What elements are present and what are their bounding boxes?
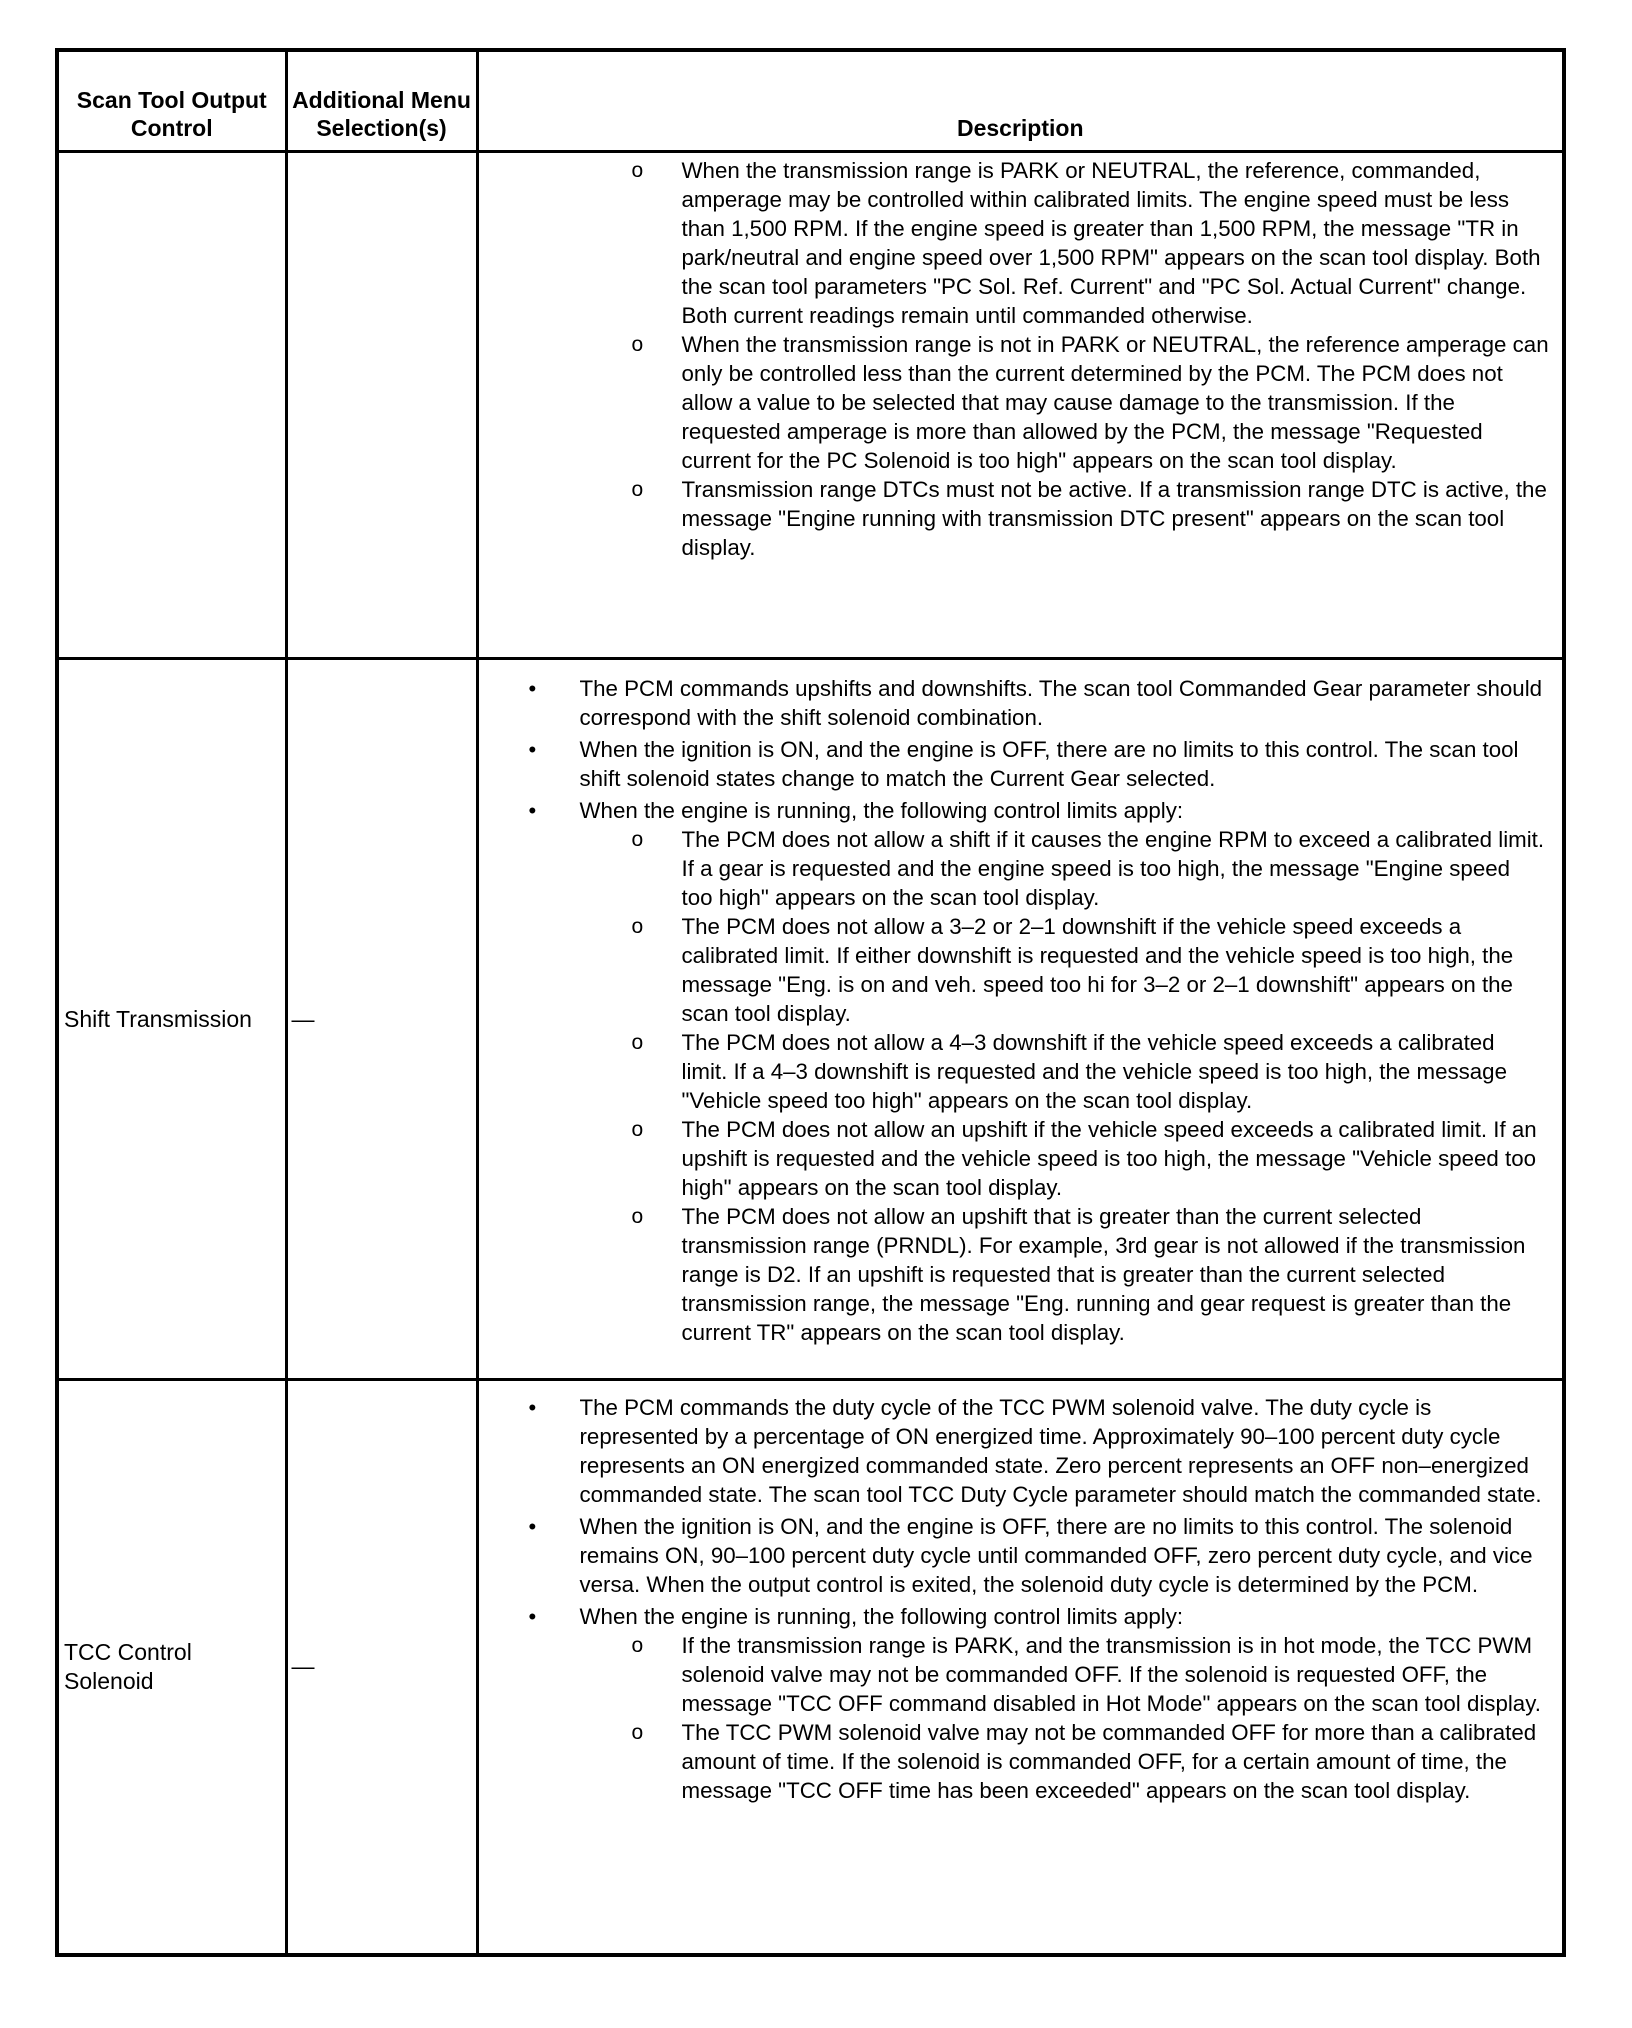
bullet-item-text: When the engine is running, the following control limits apply:	[579, 798, 1184, 823]
header-scan-tool-output-control: Scan Tool Output Control	[57, 50, 286, 152]
sub-list	[479, 156, 1563, 562]
bullet-item: • When the ignition is ON, and the engine is OFF, there are no limits to this control. The solenoid remains ON, 90–100 percent duty cycle until commanded OFF, zero percent duty cycle, and vice versa. When the output control is exited, the solenoid duty cycle is determined by the PCM.	[479, 1512, 1563, 1599]
bullet-item: • When the ignition is ON, and the engine is OFF, there are no limits to this control. The scan tool shift solenoid states change to match the Current Gear selected.	[479, 735, 1563, 793]
row-label: TCC Control Solenoid	[57, 1380, 286, 1955]
bullet-item	[479, 1602, 1563, 1805]
row-selection: —	[286, 659, 477, 1380]
sub-list-item: o When the transmission range is PARK or NEUTRAL, the reference, commanded, amperage may be controlled within calibrated limits. The engine speed must be less than 1,500 RPM. If the engine speed is greater than 1,500 RPM, the message "TR in park/neutral and engine speed over 1,500 RPM" appears on the scan tool display. Both the scan tool parameters "PC Sol. Ref. Current" and "PC Sol. Actual Current" change. Both current readings remain until commanded otherwise.	[479, 156, 1563, 330]
sub-list-item: o If the transmission range is PARK, and the transmission is in hot mode, the TCC PWM solenoid valve may not be commanded OFF. If the solenoid is requested OFF, the message "TCC OFF command disabled in Hot Mode" appears on the scan tool display.	[479, 1631, 1555, 1718]
bullet-item	[479, 796, 1563, 1347]
sub-list	[479, 1631, 1555, 1805]
header-row	[57, 50, 1564, 152]
row-selection: —	[286, 1380, 477, 1955]
table-row	[57, 659, 1564, 1380]
row-description	[477, 1380, 1564, 1955]
table-row	[57, 152, 1564, 659]
sub-list-item: o The PCM does not allow a 4–3 downshift if the vehicle speed exceeds a calibrated limit. If a 4–3 downshift is requested and the vehicle speed is too high, the message "Vehicle speed too high" appears on the scan tool display.	[479, 1028, 1555, 1115]
row-label: Shift Transmission	[57, 659, 286, 1380]
header-additional-menu-selections: Additional Menu Selection(s)	[286, 50, 477, 152]
header-description: Description	[477, 50, 1564, 152]
sub-list-item: o The PCM does not allow an upshift if the vehicle speed exceeds a calibrated limit. If an upshift is requested and the vehicle speed is too high, the message "Vehicle speed too high" appears on the scan tool display.	[479, 1115, 1555, 1202]
sub-list-item: o When the transmission range is not in PARK or NEUTRAL, the reference amperage can only be controlled less than the current determined by the PCM. The PCM does not allow a value to be selected that may cause damage to the transmission. If the requested amperage is more than allowed by the PCM, the message "Requested current for the PC Solenoid is too high" appears on the scan tool display.	[479, 330, 1563, 475]
sub-list-item: o The TCC PWM solenoid valve may not be commanded OFF for more than a calibrated amount of time. If the solenoid is commanded OFF, for a certain amount of time, the message "TCC OFF time has been exceeded" appears on the scan tool display.	[479, 1718, 1555, 1805]
output-control-table	[55, 48, 1566, 1957]
sub-list-item: o The PCM does not allow a 3–2 or 2–1 downshift if the vehicle speed exceeds a calibrated limit. If either downshift is requested and the vehicle speed is too high, the message "Eng. is on and veh. speed too hi for 3–2 or 2–1 downshift" appears on the scan tool display.	[479, 912, 1555, 1028]
bullet-item-text: When the engine is running, the following control limits apply:	[579, 1604, 1184, 1629]
bullet-list	[479, 674, 1563, 1347]
row-description	[477, 659, 1564, 1380]
table-row	[57, 1380, 1564, 1955]
row-label	[57, 152, 286, 659]
sub-list-item: o The PCM does not allow an upshift that is greater than the current selected transmission range (PRNDL). For example, 3rd gear is not allowed if the transmission range is D2. If an upshift is requested that is greater than the current selected transmission range, the message "Eng. running and gear request is greater than the current TR" appears on the scan tool display.	[479, 1202, 1555, 1347]
sub-list-item: o The PCM does not allow a shift if it causes the engine RPM to exceed a calibrated limit. If a gear is requested and the engine speed is too high, the message "Engine speed too high" appears on the scan tool display.	[479, 825, 1555, 912]
bullet-list	[479, 1393, 1563, 1805]
sub-list	[479, 825, 1555, 1347]
row-description	[477, 152, 1564, 659]
bullet-item: • The PCM commands the duty cycle of the TCC PWM solenoid valve. The duty cycle is represented by a percentage of ON energized time. Approximately 90–100 percent duty cycle represents an ON energized commanded state. Zero percent represents an OFF non–energized commanded state. The scan tool TCC Duty Cycle parameter should match the commanded state.	[479, 1393, 1563, 1509]
row-selection	[286, 152, 477, 659]
sub-list-item: o Transmission range DTCs must not be active. If a transmission range DTC is active, the message "Engine running with transmission DTC present" appears on the scan tool display.	[479, 475, 1563, 562]
bullet-item: • The PCM commands upshifts and downshifts. The scan tool Commanded Gear parameter should correspond with the shift solenoid combination.	[479, 674, 1563, 732]
